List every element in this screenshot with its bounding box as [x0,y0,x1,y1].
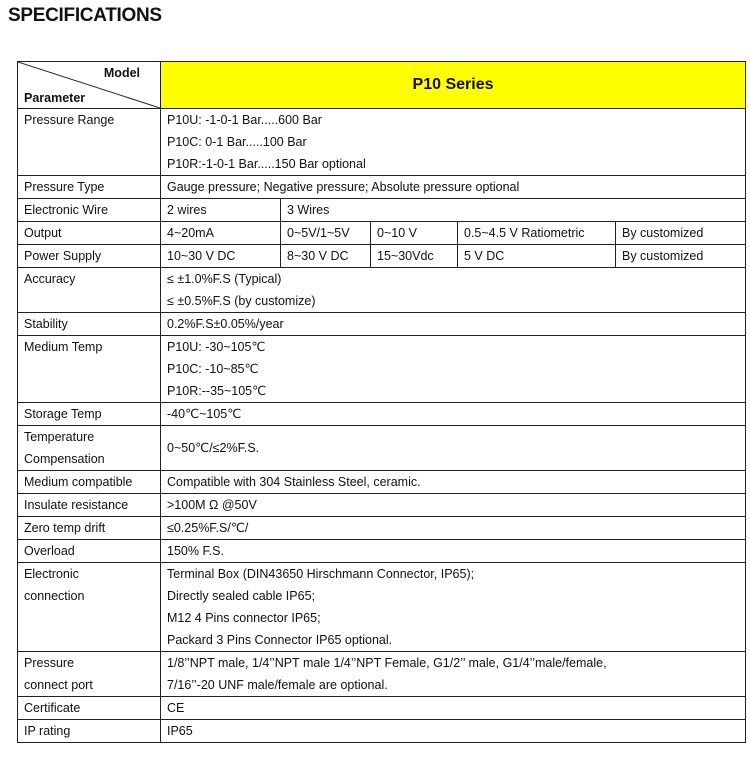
param-value [161,563,746,652]
param-label: Medium Temp [18,336,161,403]
header-model-label: Model [103,66,140,80]
param-label: Stability [18,313,161,336]
param-label: Output [18,222,161,245]
param-value: 5 V DC [458,245,616,268]
param-label: Storage Temp [18,403,161,426]
param-value [161,652,746,697]
param-value: >100M Ω @50V [161,494,746,517]
label-line: connection [24,589,85,603]
value-line: Packard 3 Pins Connector IP65 optional. [167,633,393,647]
table-row [18,109,746,176]
table-row [18,245,746,268]
specifications-table [17,61,746,743]
page-title: SPECIFICATIONS [8,5,162,26]
value-line: P10C: -10~85℃ [167,362,259,376]
param-label: Overload [18,540,161,563]
param-label: Zero temp drift [18,517,161,540]
label-line: Compensation [24,452,105,466]
value-line: P10U: -30~105℃ [167,340,266,354]
value-line: ≤ ±1.0%F.S (Typical) [167,272,282,286]
table-row [18,540,746,563]
value-line: P10R:--35~105℃ [167,384,267,398]
table-row [18,471,746,494]
param-value [161,336,746,403]
series-header: P10 Series [161,62,746,109]
value-line: Terminal Box (DIN43650 Hirschmann Connector, IP65); [167,567,475,581]
param-label: IP rating [18,720,161,743]
param-value: 0.5~4.5 V Ratiometric [458,222,616,245]
table-row [18,517,746,540]
value-line: P10C: 0-1 Bar.....100 Bar [167,135,307,149]
param-label: Insulate resistance [18,494,161,517]
param-value: 150% F.S. [161,540,746,563]
label-line: Temperature [24,430,95,444]
table-row [18,268,746,313]
value-line: P10R:-1-0-1 Bar.....150 Bar optional [167,157,366,171]
value-line: 1/8’’NPT male, 1/4’’NPT male 1/4’’NPT Female, G1/2’’ male, G1/4’’male/female, [167,656,607,670]
value-line: M12 4 Pins connector IP65; [167,611,321,625]
param-label: Pressure Type [18,176,161,199]
param-value: 0~50℃/≤2%F.S. [161,426,746,471]
table-row [18,336,746,403]
param-value: By customized [616,222,746,245]
param-value [161,268,746,313]
table-row [18,720,746,743]
param-value: Gauge pressure; Negative pressure; Absolute pressure optional [161,176,746,199]
param-value [161,109,746,176]
param-value: 0~10 V [371,222,458,245]
param-label [18,652,161,697]
table-row [18,563,746,652]
table-row [18,652,746,697]
table-row [18,494,746,517]
param-value: By customized [616,245,746,268]
param-value: -40℃~105℃ [161,403,746,426]
param-value: 4~20mA [161,222,281,245]
table-row [18,403,746,426]
label-line: Electronic [24,567,79,581]
header-parameter-label: Parameter [24,91,86,105]
label-line: Pressure [24,656,75,670]
param-label: Medium compatible [18,471,161,494]
param-value: 8~30 V DC [281,245,371,268]
param-value: 0~5V/1~5V [281,222,371,245]
param-label: Certificate [18,697,161,720]
param-label: Pressure Range [18,109,161,176]
param-label: Electronic Wire [18,199,161,222]
table-row [18,426,746,471]
table-row [18,313,746,336]
param-label: Power Supply [18,245,161,268]
param-value: 15~30Vdc [371,245,458,268]
param-value: 10~30 V DC [161,245,281,268]
table-row [18,199,746,222]
param-label [18,426,161,471]
param-value: ≤0.25%F.S/℃/ [161,517,746,540]
table-row [18,697,746,720]
param-label [18,563,161,652]
value-line: ≤ ±0.5%F.S (by customize) [167,294,316,308]
param-value: 2 wires [161,199,281,222]
table-row [18,176,746,199]
value-line: Directly sealed cable IP65; [167,589,315,603]
table-header-row [18,62,746,109]
param-value: Compatible with 304 Stainless Steel, ceramic. [161,471,746,494]
param-label: Accuracy [18,268,161,313]
param-value: 3 Wires [281,199,746,222]
param-value: 0.2%F.S±0.05%/year [161,313,746,336]
value-line: 7/16’’-20 UNF male/female are optional. [167,678,388,692]
table-row [18,222,746,245]
header-diagonal-cell [18,62,161,109]
param-value: CE [161,697,746,720]
label-line: connect port [24,678,93,692]
param-value: IP65 [161,720,746,743]
value-line: P10U: -1-0-1 Bar.....600 Bar [167,113,322,127]
